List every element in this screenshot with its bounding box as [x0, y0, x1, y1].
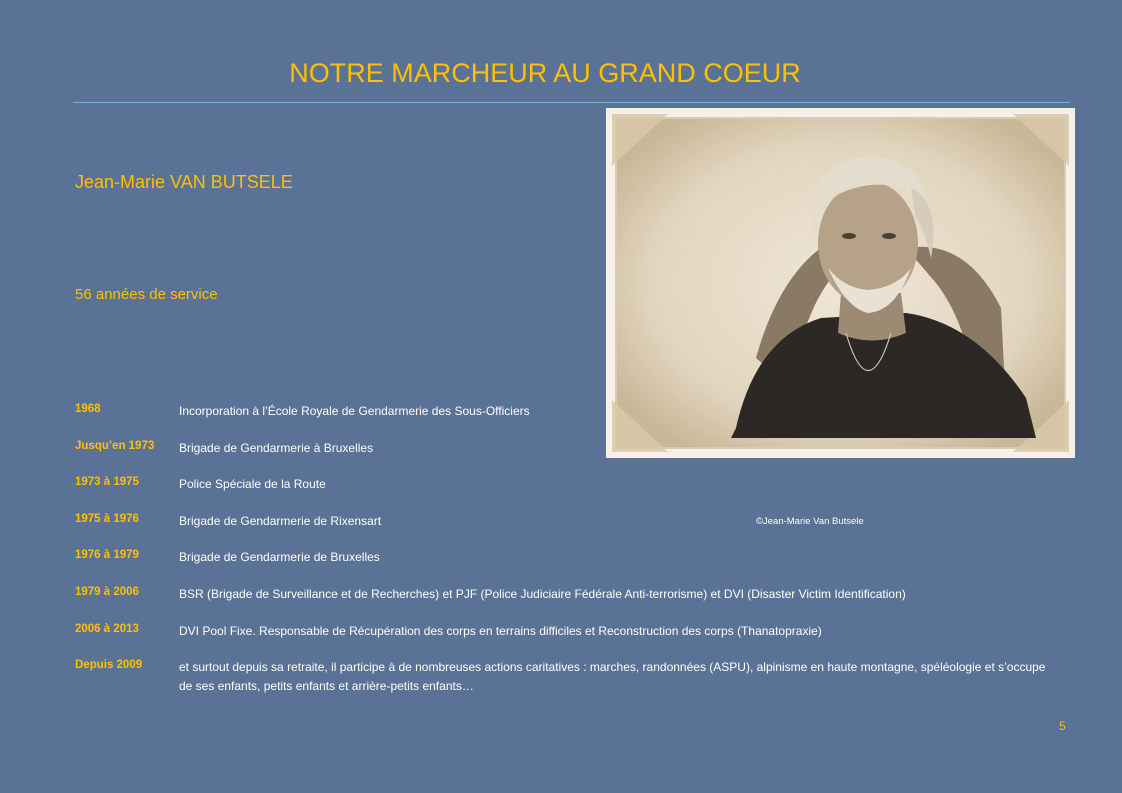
- page-title: NOTRE MARCHEUR AU GRAND COEUR: [289, 58, 801, 88]
- timeline-text: Incorporation à l’École Royale de Gendarmerie des Sous-Officiers: [179, 404, 530, 418]
- timeline-text: Brigade de Gendarmerie de Rixensart: [179, 514, 382, 528]
- timeline-text: Brigade de Gendarmerie à Bruxelles: [179, 441, 374, 455]
- timeline-date: 1973 à 1975: [75, 476, 139, 488]
- timeline-date: 1979 à 2006: [75, 586, 139, 598]
- service-years: 56 années de service: [75, 286, 218, 303]
- timeline-text: DVI Pool Fixe. Responsable de Récupération des corps en terrains difficiles et Reconstruction des corps (Thanatopraxie): [179, 624, 822, 638]
- timeline-date: Depuis 2009: [75, 659, 143, 671]
- timeline-text: et surtout depuis sa retraite, il participe à de nombreuses actions caritatives : marches, randonnées (ASPU), alpinisme en haute montagne, spéléologie et s’occupe de ses enfants, petits enfants et arrière-petits enfants…: [179, 660, 1046, 693]
- timeline-date: 2006 à 2013: [75, 623, 139, 635]
- page-number: 5: [1059, 719, 1066, 733]
- timeline-text: BSR (Brigade de Surveillance et de Recherches) et PJF (Police Judiciaire Fédérale Anti-terrorisme) et DVI (Disaster Victim Identification): [179, 587, 906, 601]
- photo-credit: ©Jean-Marie Van Butsele: [756, 516, 864, 527]
- timeline-text: Police Spéciale de la Route: [179, 477, 326, 491]
- timeline-text: Brigade de Gendarmerie de Bruxelles: [179, 550, 380, 564]
- timeline-date: 1975 à 1976: [75, 513, 139, 525]
- timeline-date: Jusqu’en 1973: [75, 440, 155, 452]
- timeline-date: 1968: [75, 403, 101, 415]
- timeline-date: 1976 à 1979: [75, 549, 139, 561]
- person-name: Jean-Marie VAN BUTSELE: [75, 172, 293, 192]
- title-divider: [73, 102, 1070, 103]
